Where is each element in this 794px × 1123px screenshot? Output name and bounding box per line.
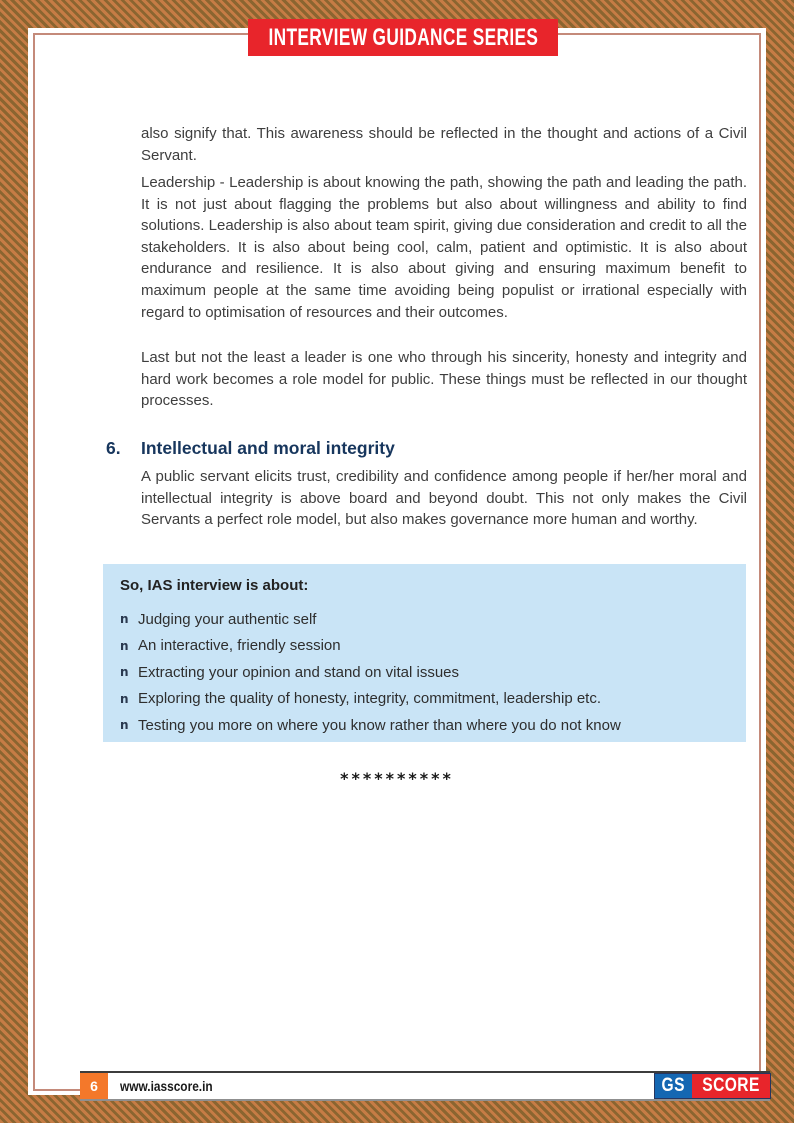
footer-bar <box>80 1071 770 1101</box>
page-number-badge: 6 <box>80 1073 108 1099</box>
square-bullet-icon: n <box>120 718 129 733</box>
list-item <box>120 633 736 660</box>
list-item <box>120 659 736 686</box>
list-item <box>120 686 736 713</box>
callout-title: So, IAS interview is about: <box>120 577 309 594</box>
list-item-text: Judging your authentic self <box>138 610 317 628</box>
list-item-text: An interactive, friendly session <box>138 637 341 655</box>
callout-list <box>120 606 736 739</box>
list-item-text: Testing you more on where you know rather than where you do not know <box>138 716 621 734</box>
website-url: www.iasscore.in <box>120 1078 213 1094</box>
separator-asterisks: ********** <box>340 769 454 788</box>
section-paragraph: A public servant elicits trust, credibility and confidence among people if her/her moral and intellectual integrity is above board and beyond doubt. This not only makes the Civil Servants a perfect role model, but also makes governance more human and worthy. <box>141 468 747 529</box>
section-title: Intellectual and moral integrity <box>141 438 395 458</box>
logo-score-text: SCORE <box>702 1075 760 1096</box>
list-item <box>120 606 736 633</box>
logo-score-segment <box>692 1074 770 1098</box>
gs-score-logo <box>655 1074 770 1098</box>
document-page <box>28 23 766 1096</box>
paragraph-leadership: Leadership - Leadership is about knowing the path, showing the path and leading the path. It is not just about flagging the problems but also about willingness and ability to find solutions. Leadership is also about team spirit, giving due consideration and credit to all the stakeholders. It is also about being cool, calm, patient and optimistic. It is also about endurance and resilience. It is also about giving and ensuring maximum benefit to maximum people at the same time avoiding being populist or irrational especially with regard to optimisation of resources and their outcomes. <box>141 174 747 321</box>
list-item-text: Extracting your opinion and stand on vital issues <box>138 663 460 681</box>
callout-box <box>103 564 746 742</box>
header-banner <box>248 19 558 56</box>
square-bullet-icon: n <box>120 665 129 680</box>
header-banner-title: INTERVIEW GUIDANCE SERIES <box>268 23 538 51</box>
section-number: 6. <box>106 438 121 458</box>
square-bullet-icon: n <box>120 691 129 706</box>
paragraph-continuation: also signify that. This awareness should be reflected in the thought and actions of a Civil Servant. <box>141 125 747 164</box>
logo-gs-text: GS <box>662 1075 686 1096</box>
logo-gs-segment <box>655 1074 691 1098</box>
paragraph-role-model: Last but not the least a leader is one who through his sincerity, honesty and integrity and hard work becomes a role model for public. These things must be reflected in our thought processes. <box>141 349 747 410</box>
list-item <box>120 712 736 739</box>
square-bullet-icon: n <box>120 638 129 653</box>
footer-spacer <box>225 1073 655 1099</box>
square-bullet-icon: n <box>120 612 129 627</box>
list-item-text: Exploring the quality of honesty, integrity, commitment, leadership etc. <box>138 690 602 708</box>
